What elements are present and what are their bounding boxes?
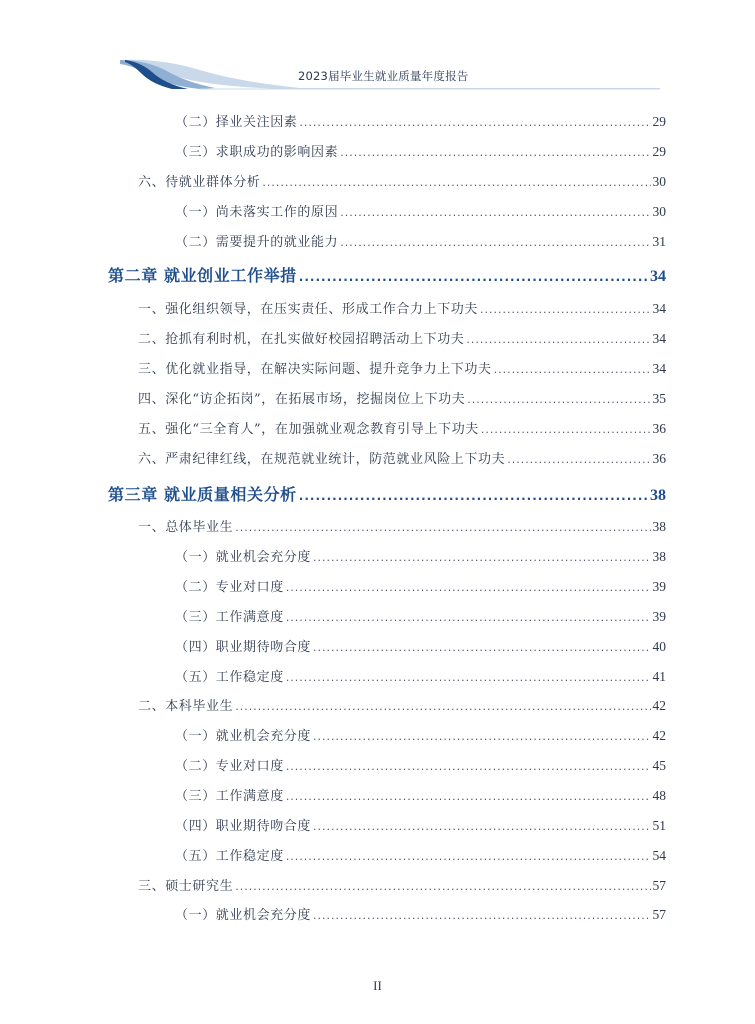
toc-dot-leader — [286, 581, 651, 594]
toc-entry-label: 四、深化“访企拓岗”，在拓展市场，挖掘岗位上下功夫 — [138, 392, 466, 407]
toc-subsection-entry[interactable] — [175, 606, 666, 625]
toc-dot-leader — [286, 760, 651, 773]
toc-dot-leader — [313, 641, 650, 654]
toc-dot-leader — [299, 489, 648, 503]
toc-section-entry[interactable] — [138, 695, 666, 714]
toc-entry-page-number: 34 — [652, 331, 666, 346]
toc-entry-page-number: 30 — [652, 204, 666, 219]
toc-entry-label: （三）工作满意度 — [175, 789, 284, 804]
toc-entry-label: （三）工作满意度 — [175, 610, 284, 625]
toc-entry-label: （三）求职成功的影响因素 — [175, 145, 339, 160]
toc-entry-label: （五）工作稳定度 — [175, 670, 284, 685]
toc-dot-leader — [286, 790, 651, 803]
toc-subsection-entry[interactable] — [175, 546, 666, 565]
toc-entry-page-number: 38 — [652, 549, 666, 564]
toc-dot-leader — [507, 453, 650, 466]
toc-dot-leader — [286, 850, 651, 863]
toc-dot-leader — [466, 333, 650, 346]
toc-section-entry[interactable] — [138, 448, 666, 467]
toc-dot-leader — [299, 116, 650, 129]
toc-dot-leader — [313, 551, 650, 564]
toc-dot-leader — [480, 303, 650, 316]
toc-dot-leader — [340, 236, 650, 249]
toc-entry-label: （二）专业对口度 — [175, 759, 284, 774]
toc-entry-label: 一、总体毕业生 — [138, 520, 234, 535]
toc-entry-label: 二、抢抓有利时机，在扎实做好校园招聘活动上下功夫 — [138, 332, 465, 347]
toc-entry-label: 第三章 就业质量相关分析 — [108, 485, 297, 504]
toc-entry-label: 二、本科毕业生 — [138, 699, 234, 714]
toc-dot-leader — [340, 206, 650, 219]
toc-entry-page-number: 57 — [652, 907, 666, 922]
toc-section-entry[interactable] — [138, 418, 666, 437]
toc-subsection-entry[interactable] — [175, 231, 666, 250]
toc-entry-page-number: 48 — [652, 788, 666, 803]
toc-dot-leader — [262, 176, 650, 189]
toc-section-entry[interactable] — [138, 388, 666, 407]
toc-entry-label: （二）专业对口度 — [175, 580, 284, 595]
toc-entry-page-number: 34 — [652, 301, 666, 316]
toc-section-entry[interactable] — [138, 875, 666, 894]
toc-subsection-entry[interactable] — [175, 666, 666, 685]
toc-entry-page-number: 42 — [652, 728, 666, 743]
toc-dot-leader — [286, 671, 651, 684]
toc-dot-leader — [313, 909, 650, 922]
toc-section-entry[interactable] — [138, 516, 666, 535]
toc-entry-label: （二）需要提升的就业能力 — [175, 235, 339, 250]
toc-entry-page-number: 39 — [652, 579, 666, 594]
toc-entry-page-number: 45 — [652, 758, 666, 773]
toc-entry-page-number: 36 — [652, 421, 666, 436]
footer-page-number: II — [373, 978, 382, 993]
toc-section-entry[interactable] — [138, 171, 666, 190]
toc-dot-leader — [235, 700, 650, 713]
toc-entry-page-number: 41 — [652, 669, 666, 684]
page-header — [0, 0, 755, 100]
toc-dot-leader — [235, 521, 650, 534]
toc-entry-page-number: 34 — [650, 268, 666, 285]
toc-subsection-entry[interactable] — [175, 904, 666, 923]
toc-entry-page-number: 51 — [652, 818, 666, 833]
header-swoosh-decoration — [0, 0, 755, 100]
toc-entry-label: （一）尚未落实工作的原因 — [175, 205, 339, 220]
toc-entry-label: （四）职业期待吻合度 — [175, 819, 312, 834]
toc-section-entry[interactable] — [138, 358, 666, 377]
toc-entry-page-number: 54 — [652, 848, 666, 863]
toc-entry-page-number: 35 — [652, 391, 666, 406]
toc-entry-page-number: 36 — [652, 451, 666, 466]
toc-entry-page-number: 42 — [652, 698, 666, 713]
toc-dot-leader — [235, 880, 650, 893]
toc-entry-label: 六、严肃纪律红线，在规范就业统计，防范就业风险上下功夫 — [138, 452, 506, 467]
toc-entry-label: 第二章 就业创业工作举措 — [108, 266, 297, 285]
toc-subsection-entry[interactable] — [175, 636, 666, 655]
toc-dot-leader — [467, 393, 650, 406]
toc-dot-leader — [481, 423, 651, 436]
toc-subsection-entry[interactable] — [175, 141, 666, 160]
toc-subsection-entry[interactable] — [175, 785, 666, 804]
toc-entry-label: 三、优化就业指导，在解决实际问题、提升竞争力上下功夫 — [138, 362, 492, 377]
toc-entry-label: 三、硕士研究生 — [138, 879, 234, 894]
toc-entry-page-number: 38 — [652, 519, 666, 534]
toc-subsection-entry[interactable] — [175, 815, 666, 834]
toc-entry-page-number: 57 — [652, 878, 666, 893]
toc-subsection-entry[interactable] — [175, 725, 666, 744]
toc-subsection-entry[interactable] — [175, 845, 666, 864]
toc-entry-label: 五、强化“三全育人”，在加强就业观念教育引导上下功夫 — [138, 422, 479, 437]
toc-entry-page-number: 30 — [652, 174, 666, 189]
toc-subsection-entry[interactable] — [175, 576, 666, 595]
toc-entry-label: （一）就业机会充分度 — [175, 729, 312, 744]
toc-subsection-entry[interactable] — [175, 111, 666, 130]
toc-subsection-entry[interactable] — [175, 201, 666, 220]
toc-entry-label: （五）工作稳定度 — [175, 849, 284, 864]
toc-entry-page-number: 29 — [652, 144, 666, 159]
toc-section-entry[interactable] — [138, 298, 666, 317]
toc-dot-leader — [313, 730, 650, 743]
toc-subsection-entry[interactable] — [175, 755, 666, 774]
toc-entry-label: （二）择业关注因素 — [175, 115, 298, 130]
toc-dot-leader — [313, 820, 650, 833]
toc-entry-page-number: 31 — [652, 234, 666, 249]
toc-chapter-entry[interactable] — [108, 482, 666, 505]
toc-dot-leader — [494, 363, 651, 376]
toc-entry-page-number: 34 — [652, 361, 666, 376]
toc-entry-label: （一）就业机会充分度 — [175, 908, 312, 923]
toc-dot-leader — [299, 270, 648, 284]
toc-entry-label: 六、待就业群体分析 — [138, 175, 261, 190]
toc-dot-leader — [340, 146, 650, 159]
toc-entry-page-number: 40 — [652, 639, 666, 654]
toc-dot-leader — [286, 611, 651, 624]
toc-entry-page-number: 38 — [650, 487, 666, 504]
report-title: 2023届毕业生就业质量年度报告 — [298, 69, 469, 83]
toc-entry-page-number: 39 — [652, 609, 666, 624]
toc-section-entry[interactable] — [138, 328, 666, 347]
toc-chapter-entry[interactable] — [108, 263, 666, 286]
toc-entry-label: 一、强化组织领导，在压实责任、形成工作合力上下功夫 — [138, 302, 479, 317]
toc-entry-label: （一）就业机会充分度 — [175, 550, 312, 565]
toc-entry-label: （四）职业期待吻合度 — [175, 640, 312, 655]
toc-entry-page-number: 29 — [652, 114, 666, 129]
